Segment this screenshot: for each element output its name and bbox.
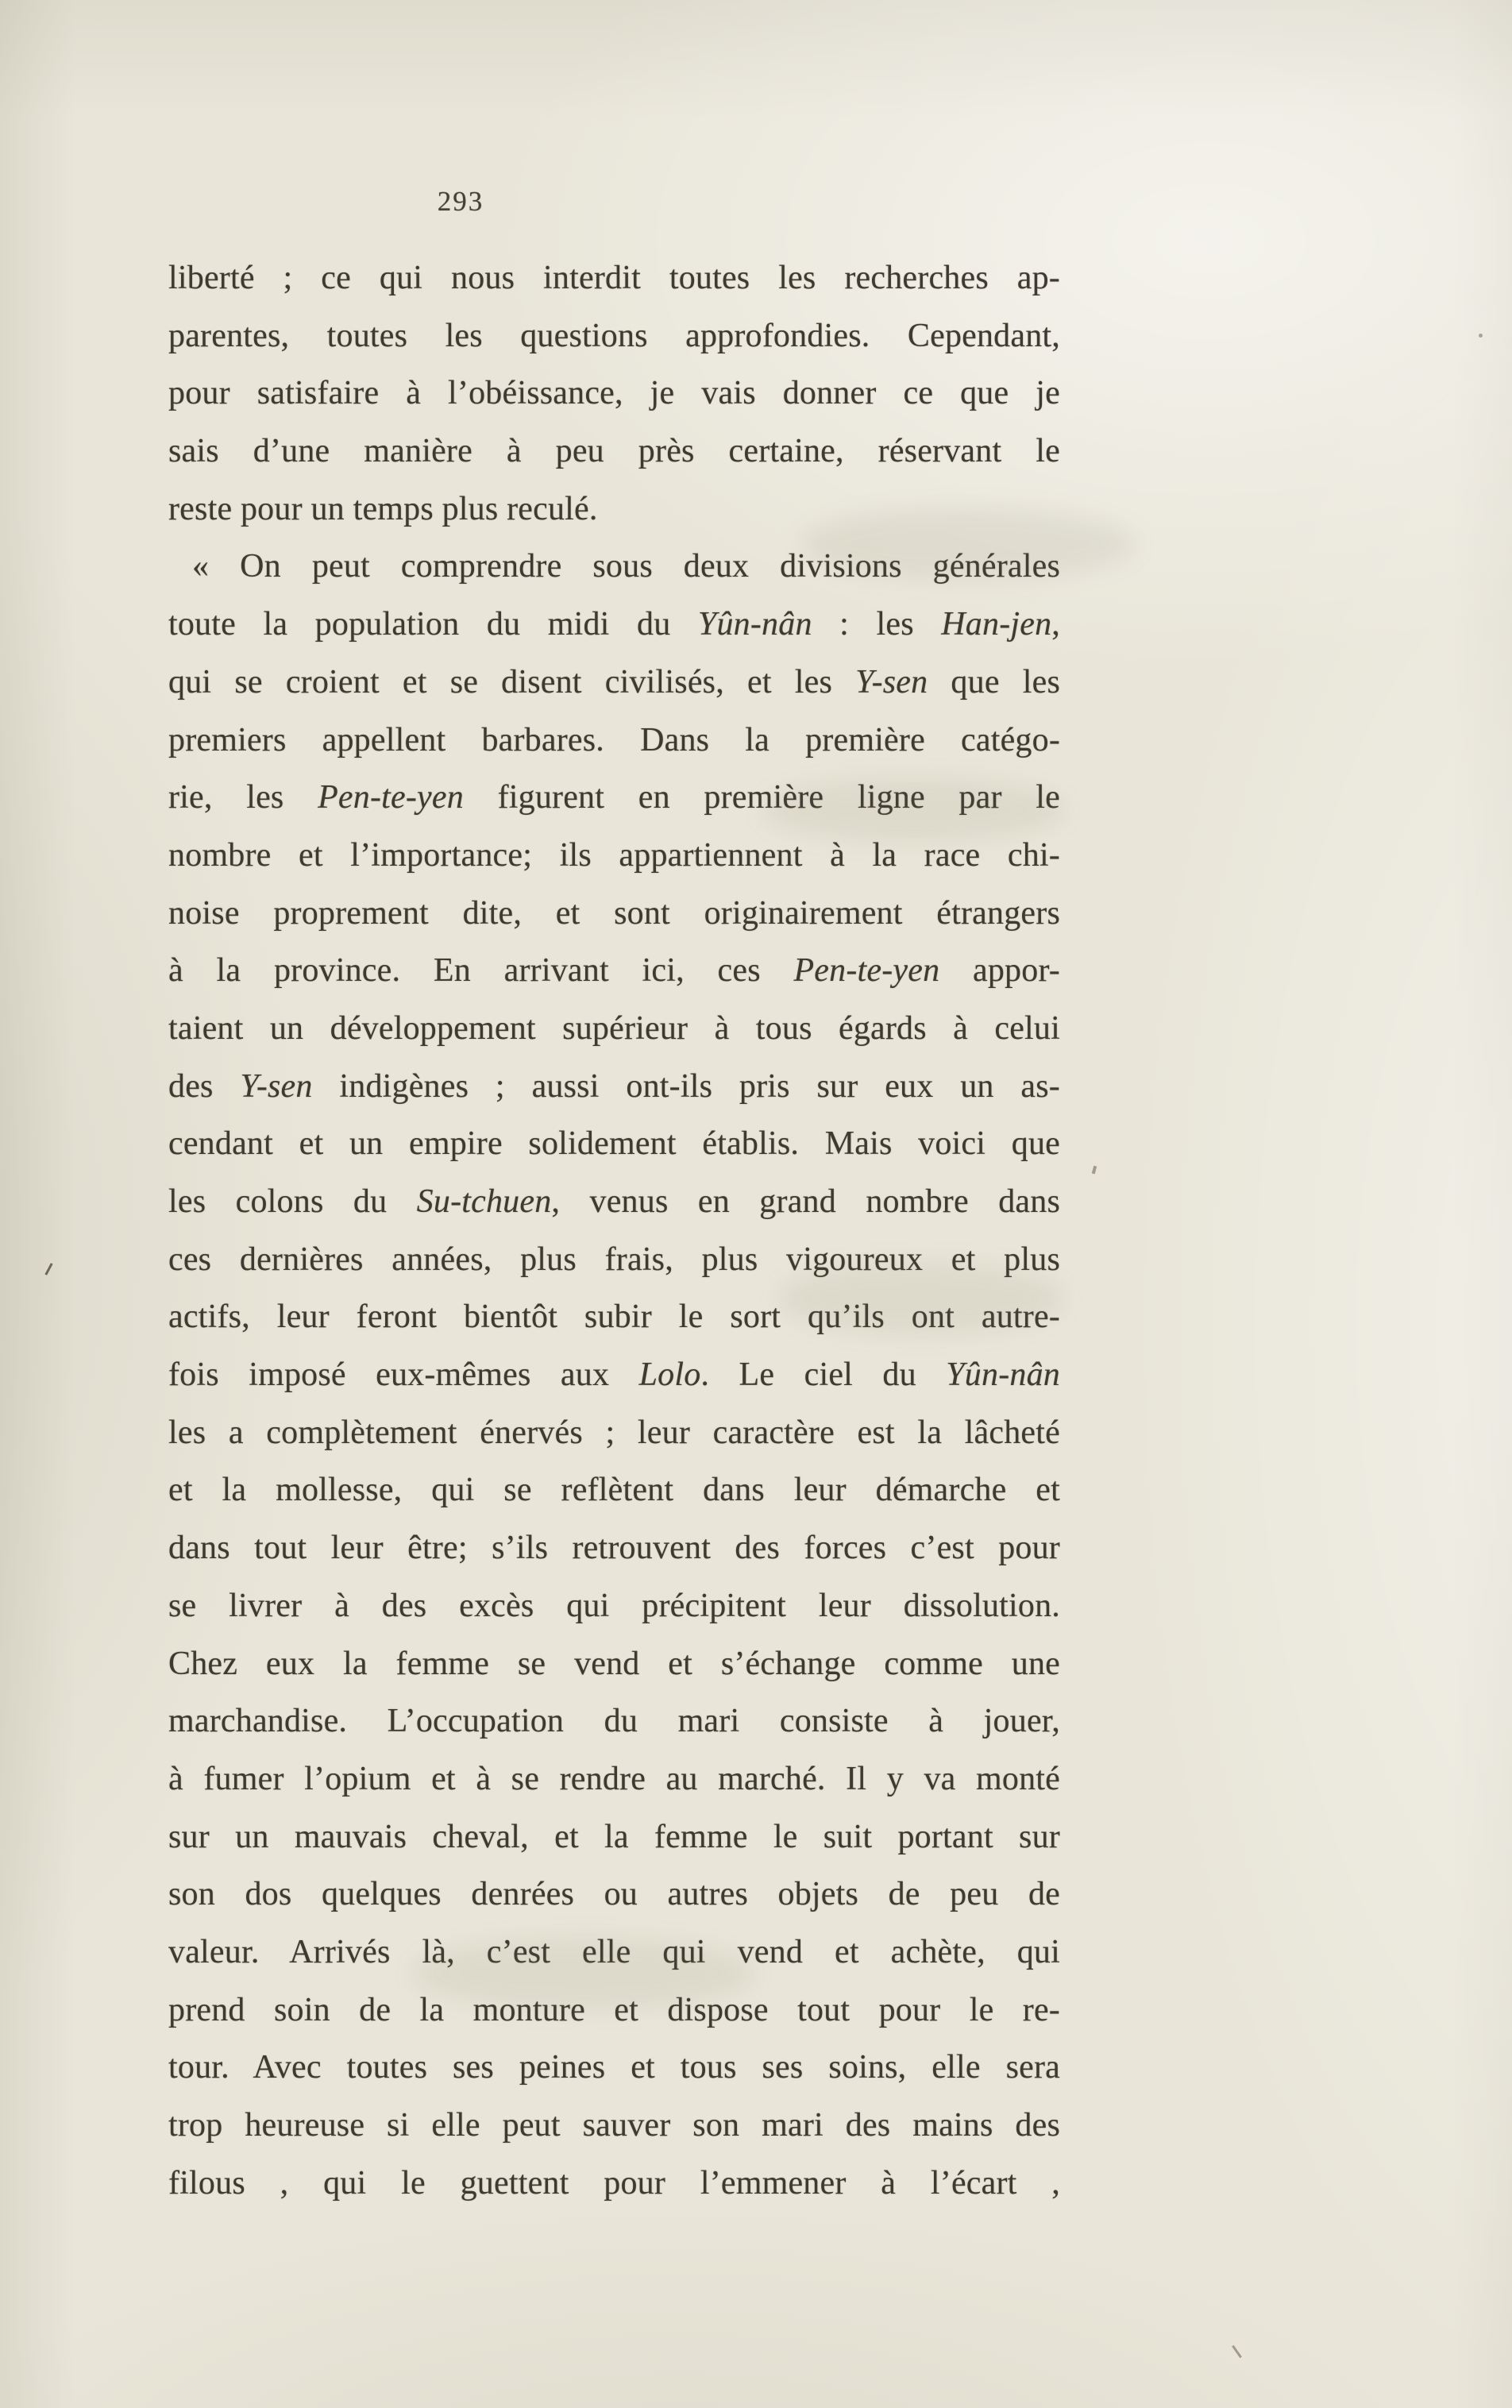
text-line	[168, 827, 1060, 885]
text-run: , venus en grand nombre dans	[551, 1183, 1060, 1220]
text-run: tour. Avec toutes ses peines et tous ses soins, elle sera	[168, 2049, 1060, 2086]
text-run: fois imposé eux-mêmes aux	[168, 1356, 639, 1394]
text-run: « On peut comprendre sous deux divisions générales	[192, 548, 1060, 585]
text-line	[168, 1924, 1060, 1982]
text-line	[168, 1808, 1060, 1866]
text-line	[168, 1577, 1060, 1635]
italic-term: Lolo	[638, 1356, 701, 1394]
text-run: marchandise. L’occupation du mari consiste à jouer,	[168, 1703, 1060, 1740]
italic-term: Yûn-nân	[946, 1356, 1060, 1394]
text-run: prend soin de la monture et dispose tout pour le re-	[168, 1991, 1060, 2028]
text-line	[168, 1982, 1060, 2039]
text-run: ,	[1051, 606, 1060, 643]
text-line	[168, 1288, 1060, 1346]
text-line	[168, 249, 1060, 307]
text-run: qui se croient et se disent civilisés, et les	[168, 663, 856, 700]
italic-term: Han-jen	[941, 606, 1052, 643]
text-run: que les	[928, 663, 1060, 700]
text-run: et la mollesse, qui se reflètent dans leur démarche et	[168, 1472, 1060, 1509]
text-run: filous , qui le guettent pour l’emmener à l’écart ,	[168, 2164, 1060, 2202]
text-line	[168, 1519, 1060, 1577]
italic-term: Y-sen	[855, 663, 928, 700]
text-run: valeur. Arrivés là, c’est elle qui vend et achète, qui	[168, 1933, 1060, 1970]
text-run: à fumer l’opium et à se rendre au marché. Il y va monté	[168, 1760, 1060, 1797]
text-line	[168, 1115, 1060, 1173]
scan-speck	[1092, 1166, 1097, 1175]
text-line	[168, 307, 1060, 365]
text-run: premiers appellent barbares. Dans la première catégo-	[168, 721, 1060, 758]
text-line	[168, 1404, 1060, 1462]
text-run: son dos quelques denrées ou autres objets de peu de	[168, 1876, 1060, 1913]
text-run: appor-	[939, 952, 1060, 990]
text-line	[168, 1173, 1060, 1231]
text-line	[168, 1635, 1060, 1693]
text-run: ces dernières années, plus frais, plus vigoureux et plus	[168, 1241, 1060, 1278]
text-run: . Le ciel du	[700, 1356, 947, 1394]
text-run: trop heureuse si elle peut sauver son mari des mains des	[168, 2107, 1060, 2144]
scan-speck	[1479, 334, 1483, 338]
text-line	[168, 712, 1060, 770]
text-run: indigènes ; aussi ont-ils pris sur eux un as-	[312, 1067, 1060, 1105]
text-line	[168, 480, 1060, 538]
text-line	[168, 1866, 1060, 1924]
text-run: pour satisfaire à l’obéissance, je vais donner ce que je	[168, 375, 1060, 412]
text-line	[168, 1750, 1060, 1808]
text-run: les a complètement énervés ; leur caractère est la lâcheté	[168, 1414, 1060, 1451]
text-line	[168, 2155, 1060, 2213]
text-line	[168, 1692, 1060, 1750]
italic-term: Su-tchuen	[416, 1183, 552, 1220]
text-line	[168, 769, 1060, 827]
text-line	[168, 596, 1060, 654]
text-run: : les	[812, 606, 942, 643]
text-run: à la province. En arrivant ici, ces	[168, 952, 794, 990]
text-run: se livrer à des excès qui précipitent leur dissolution.	[168, 1587, 1060, 1624]
page-number: 293	[437, 186, 484, 217]
text-run: noise proprement dite, et sont originairement étrangers	[168, 894, 1060, 932]
text-run: reste pour un temps plus reculé.	[168, 490, 598, 527]
scan-speck	[1232, 2345, 1242, 2358]
text-line	[168, 2097, 1060, 2155]
text-run: Chez eux la femme se vend et s’échange comme une	[168, 1645, 1060, 1682]
italic-term: Pen-te-yen	[318, 779, 464, 816]
text-run: cendant et un empire solidement établis. Mais voici que	[168, 1125, 1060, 1163]
text-line	[168, 1231, 1060, 1289]
scan-speck	[44, 1263, 52, 1275]
text-run: nombre et l’importance; ils appartiennent à la race chi-	[168, 836, 1060, 874]
text-run: actifs, leur feront bientôt subir le sort qu’ils ont autre-	[168, 1299, 1060, 1336]
text-run: rie, les	[168, 779, 318, 816]
text-line	[168, 1058, 1060, 1116]
text-line	[168, 538, 1060, 596]
page-text	[168, 249, 1060, 2212]
text-run: parentes, toutes les questions approfondies. Cependant,	[168, 317, 1060, 354]
text-line	[168, 1000, 1060, 1058]
text-run: taient un développement supérieur à tous égards à celui	[168, 1009, 1060, 1047]
text-line	[168, 2039, 1060, 2097]
text-run: sur un mauvais cheval, et la femme le suit portant sur	[168, 1818, 1060, 1855]
italic-term: Pen-te-yen	[793, 952, 940, 990]
text-run: toute la population du midi du	[168, 606, 698, 643]
text-line	[168, 423, 1060, 480]
italic-term: Y-sen	[240, 1067, 313, 1105]
text-run: sais d’une manière à peu près certaine, réservant le	[168, 433, 1060, 470]
text-line	[168, 1346, 1060, 1404]
text-line	[168, 365, 1060, 423]
text-run: les colons du	[168, 1183, 417, 1220]
text-run: figurent en première ligne par le	[463, 779, 1060, 816]
italic-term: Yûn-nân	[697, 606, 812, 643]
text-line	[168, 1461, 1060, 1519]
text-run: dans tout leur être; s’ils retrouvent des forces c’est pour	[168, 1530, 1060, 1567]
text-line	[168, 654, 1060, 712]
text-line	[168, 942, 1060, 1000]
text-run: liberté ; ce qui nous interdit toutes les recherches ap-	[168, 260, 1060, 296]
text-run: des	[168, 1067, 241, 1105]
text-line	[168, 885, 1060, 943]
